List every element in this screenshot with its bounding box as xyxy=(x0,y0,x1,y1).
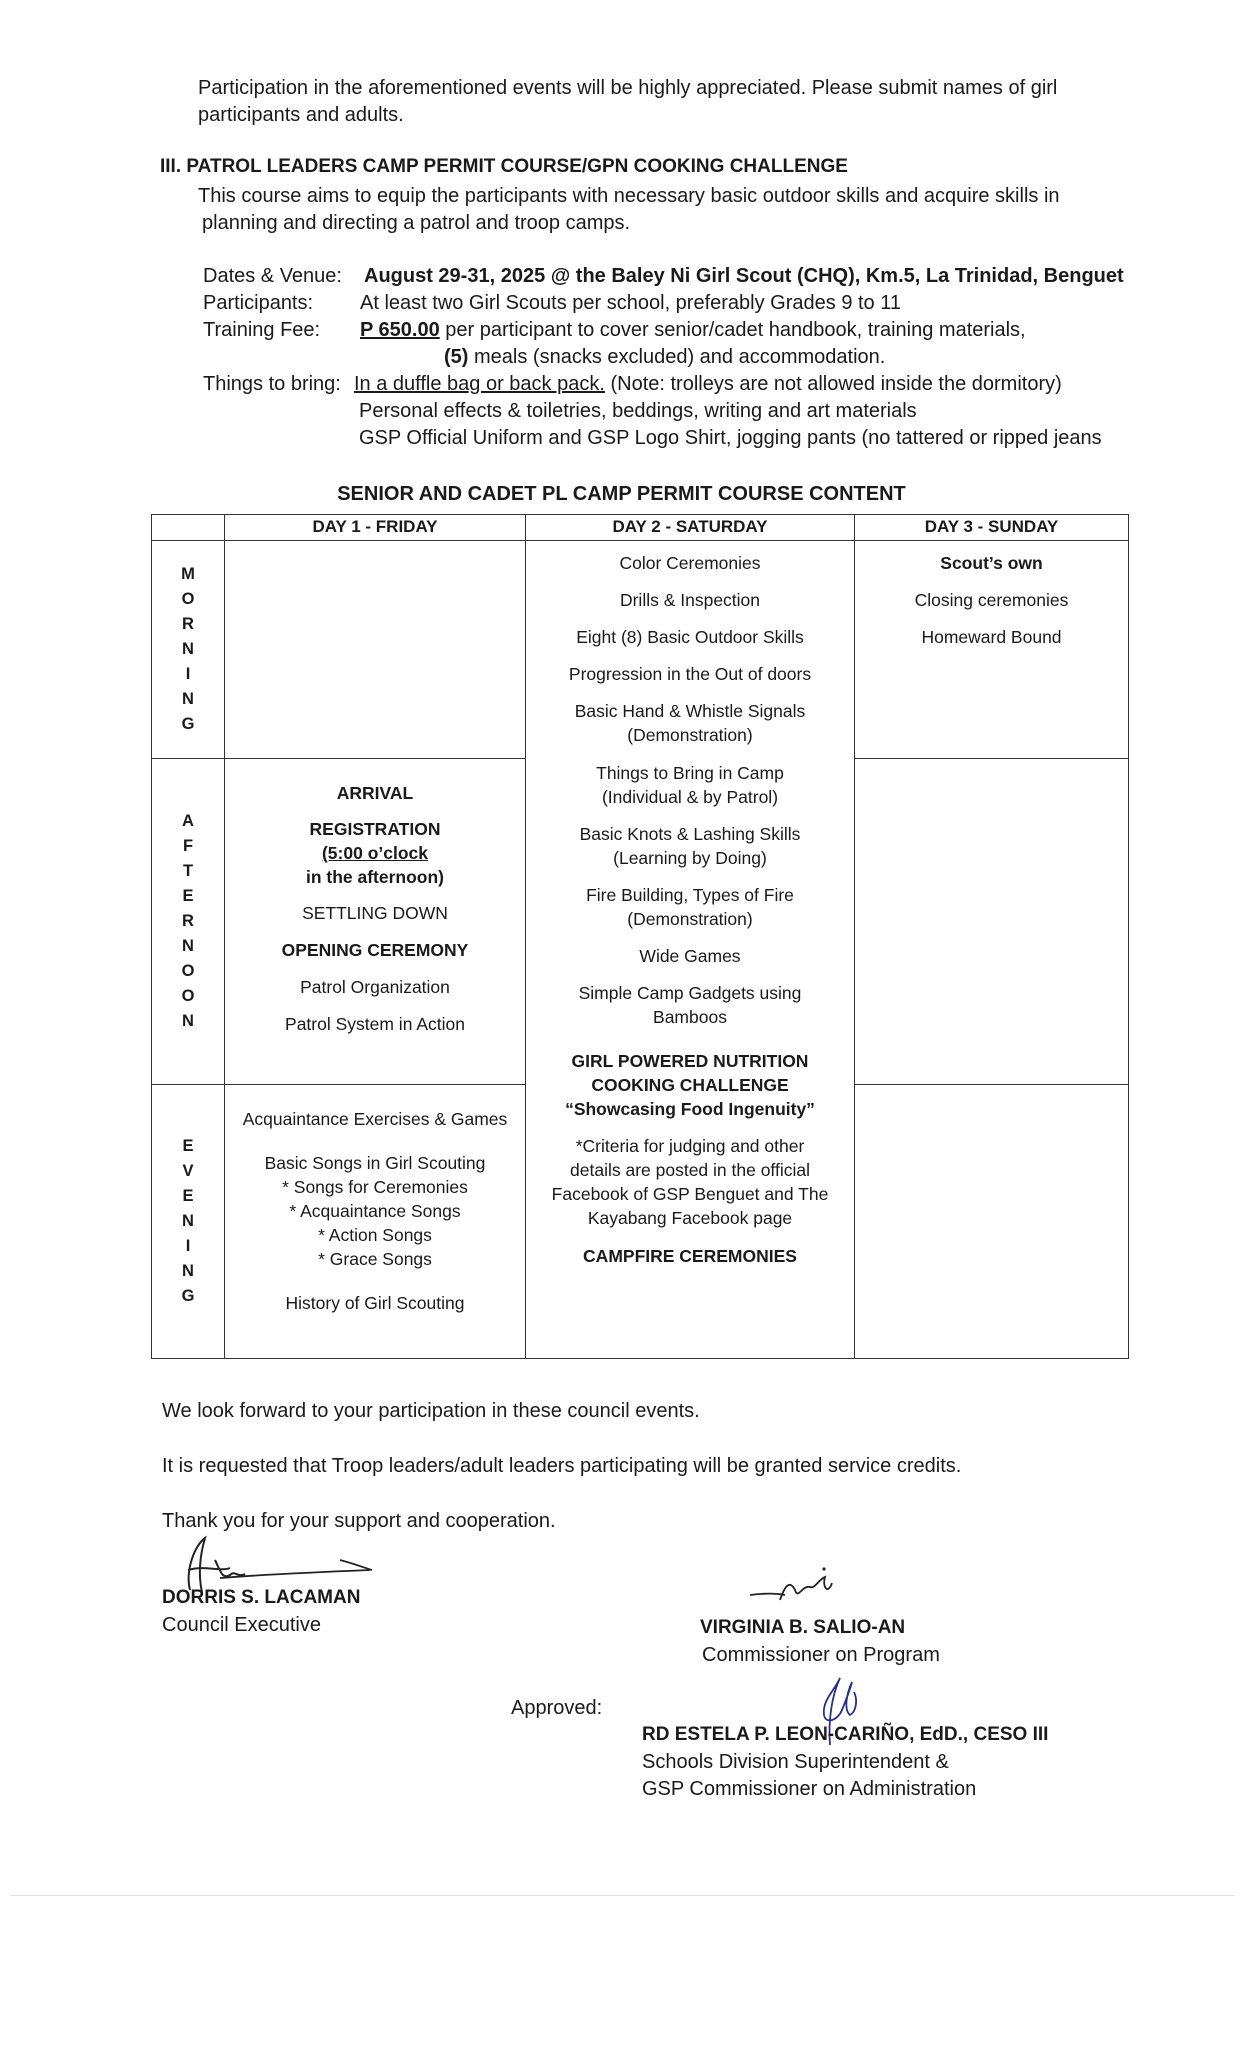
day2-drills: Drills & Inspection xyxy=(619,590,761,610)
header-day2: DAY 2 - SATURDAY xyxy=(526,515,855,541)
signatory-1-role: Council Executive xyxy=(162,1614,321,1636)
bring-label: Things to bring: xyxy=(203,373,341,395)
day2-cell xyxy=(526,541,855,1359)
table-title: SENIOR AND CADET PL CAMP PERMIT COURSE CONTENT xyxy=(337,483,906,505)
fee-meals-num: (5) xyxy=(444,346,469,368)
day3-afternoon-cell xyxy=(855,759,1129,1085)
day1-acquaintance: Acquaintance Exercises & Games xyxy=(242,1109,508,1129)
day3-scouts-own: Scout’s own xyxy=(940,553,1043,573)
day2-wide-games: Wide Games xyxy=(639,946,741,966)
approved-label: Approved: xyxy=(511,1697,603,1719)
day1-afternoon-cell xyxy=(225,759,526,1085)
day1-patrol-sys: Patrol System in Action xyxy=(285,1014,465,1034)
bring-line-1 xyxy=(354,371,1062,398)
signatory-2-role: Commissioner on Program xyxy=(702,1644,940,1666)
intro-line-2: participants and adults. xyxy=(198,104,404,126)
intro-line-1: Participation in the aforementioned events will be highly appreciated. Please submit names of girl xyxy=(198,77,1058,99)
evening-label: E V E N I N G xyxy=(152,1085,225,1359)
day3-evening-cell xyxy=(855,1085,1129,1359)
section-title: III. PATROL LEADERS CAMP PERMIT COURSE/GPN COOKING CHALLENGE xyxy=(160,156,848,177)
page-bottom-rule xyxy=(10,1895,1235,1896)
header-day1: DAY 1 - FRIDAY xyxy=(225,515,526,541)
day2-outdoor-skills: Eight (8) Basic Outdoor Skills xyxy=(576,627,804,647)
day2-campfire: CAMPFIRE CEREMONIES xyxy=(583,1246,797,1266)
signatory-3-name: RD ESTELA P. LEON-CARIÑO, EdD., CESO III xyxy=(642,1724,1049,1745)
signatory-2-name: VIRGINIA B. SALIO-AN xyxy=(700,1617,906,1638)
table-header-row xyxy=(152,515,1129,541)
participants-label: Participants: xyxy=(203,292,314,314)
bring-bag: In a duffle bag or back pack. xyxy=(354,373,605,395)
day1-registration: REGISTRATION (5:00 o’clock in the afternoon) xyxy=(305,819,445,887)
signature-salio-an xyxy=(740,1565,850,1615)
section-desc-2: planning and directing a patrol and troop camps. xyxy=(202,212,631,234)
fee-rest: per participant to cover senior/cadet handbook, training materials, xyxy=(439,319,1026,341)
day1-settling: SETTLING DOWN xyxy=(302,903,448,923)
day2-knots: Basic Knots & Lashing Skills (Learning by Doing) xyxy=(579,824,801,868)
fee-label: Training Fee: xyxy=(203,319,321,341)
fee-amount: P 650.00 xyxy=(360,319,440,341)
day1-songs: Basic Songs in Girl Scouting * Songs for Ceremonies * Acquaintance Songs * Action Songs * Grace Songs xyxy=(264,1153,486,1269)
day1-history: History of Girl Scouting xyxy=(285,1293,465,1313)
dates-label: Dates & Venue: xyxy=(203,265,342,287)
schedule-table xyxy=(151,514,1129,1359)
day1-morning-cell xyxy=(225,541,526,759)
bring-line-3: GSP Official Uniform and GSP Logo Shirt, jogging pants (no tattered or ripped jeans xyxy=(359,427,1102,449)
day1-evening-cell xyxy=(225,1085,526,1359)
signatory-3-role-2: GSP Commissioner on Administration xyxy=(642,1778,977,1800)
day2-things-to-bring: Things to Bring in Camp (Individual & by Patrol) xyxy=(596,763,784,807)
signatory-1-name: DORRIS S. LACAMAN xyxy=(162,1587,361,1608)
closing-line-3: Thank you for your support and cooperation. xyxy=(162,1510,556,1532)
fee-value xyxy=(360,317,1026,344)
day2-cooking-challenge: GIRL POWERED NUTRITION COOKING CHALLENGE “Showcasing Food Ingenuity” xyxy=(565,1051,815,1119)
day2-color-ceremonies: Color Ceremonies xyxy=(619,553,761,573)
day3-homeward: Homeward Bound xyxy=(921,627,1062,647)
fee-meals xyxy=(444,344,885,371)
day2-camp-gadgets: Simple Camp Gadgets using Bamboos xyxy=(578,983,802,1027)
fee-meals-rest: meals (snacks excluded) and accommodation. xyxy=(468,346,886,368)
day2-signals: Basic Hand & Whistle Signals (Demonstration) xyxy=(574,701,806,745)
table-row-morning xyxy=(152,541,1129,759)
day3-closing: Closing ceremonies xyxy=(914,590,1069,610)
day2-progression: Progression in the Out of doors xyxy=(568,664,812,684)
dates-value: August 29-31, 2025 @ the Baley Ni Girl Scout (CHQ), Km.5, La Trinidad, Benguet xyxy=(364,265,1124,287)
signatory-3-role-1: Schools Division Superintendent & xyxy=(642,1751,949,1773)
participants-value: At least two Girl Scouts per school, preferably Grades 9 to 11 xyxy=(360,292,901,314)
day1-patrol-org: Patrol Organization xyxy=(300,977,450,997)
header-day3: DAY 3 - SUNDAY xyxy=(855,515,1129,541)
day1-arrival: ARRIVAL xyxy=(336,783,414,803)
header-blank xyxy=(152,515,225,541)
bring-line-2: Personal effects & toiletries, beddings, writing and art materials xyxy=(359,400,917,422)
closing-line-2: It is requested that Troop leaders/adult leaders participating will be granted service credits. xyxy=(162,1455,962,1477)
day1-opening: OPENING CEREMONY xyxy=(281,940,469,960)
section-desc-1: This course aims to equip the participants with necessary basic outdoor skills and acquire skills in xyxy=(198,185,1060,207)
morning-label: M O R N I N G xyxy=(152,541,225,759)
afternoon-label: A F T E R N O O N xyxy=(152,759,225,1085)
day2-criteria-note: *Criteria for judging and other details are posted in the official Facebook of GSP Benguet and The Kayabang Facebook page xyxy=(551,1136,829,1228)
day3-morning-cell xyxy=(855,541,1129,759)
bring-note: (Note: trolleys are not allowed inside the dormitory) xyxy=(604,373,1062,395)
day2-fire-building: Fire Building, Types of Fire (Demonstration) xyxy=(586,885,794,929)
closing-line-1: We look forward to your participation in these council events. xyxy=(162,1400,700,1422)
